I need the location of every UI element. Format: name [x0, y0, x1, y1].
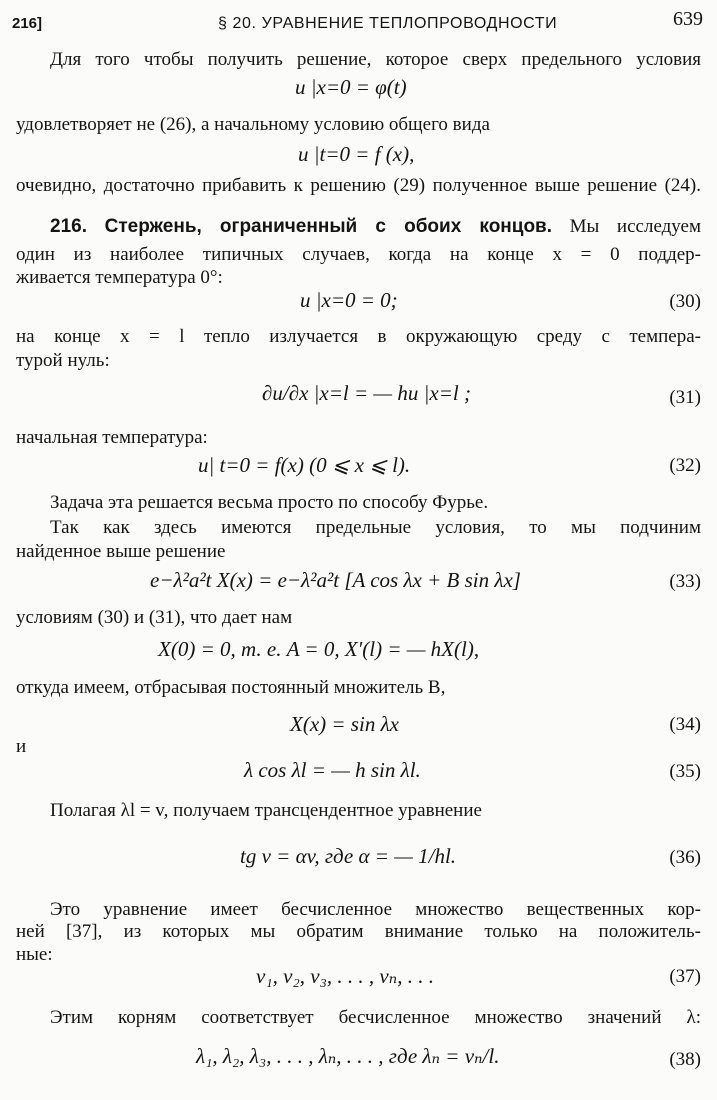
text-line: условиям (30) и (31), что дает нам: [16, 607, 293, 628]
equation-number: (35): [669, 761, 701, 782]
text-line: ные:: [16, 944, 53, 965]
page-number: 639: [673, 8, 703, 30]
text-line: Это уравнение имеет бесчисленное множество вещественных кор-: [50, 899, 701, 920]
formula: X(0) = 0, т. е. A = 0, X′(l) = — hX(l),: [158, 637, 480, 661]
running-header: § 20. УРАВНЕНИЕ ТЕПЛОПРОВОДНОСТИ: [218, 15, 558, 32]
equation-number: (36): [669, 847, 701, 868]
text-line: турой нуль:: [16, 350, 110, 371]
text-line: Полагая λl = v, получаем трансцендентное уравнение: [50, 800, 482, 821]
text-line: Так как здесь имеются предельные условия, то мы подчиним: [50, 517, 701, 538]
section-ref: 216]: [12, 15, 43, 32]
equation-number: (34): [669, 714, 701, 735]
section-number: 216.: [50, 216, 87, 237]
formula: e−λ²a²t X(x) = e−λ²a²t [A cos λx + B sin λx]: [150, 568, 521, 592]
text-line: один из наиболее типичных случаев, когда на конце x = 0 поддер-: [16, 244, 701, 265]
formula: u| t=0 = f(x) (0 ⩽ x ⩽ l).: [198, 453, 411, 477]
formula: ∂u/∂x |x=l = — hu |x=l ;: [262, 381, 471, 405]
text-line: откуда имеем, отбрасывая постоянный множитель B,: [16, 677, 446, 698]
section-heading-line: [16, 213, 701, 240]
text-line: удовлетворяет не (26), а начальному условию общего вида: [16, 114, 490, 135]
formula: u |x=0 = φ(t): [295, 75, 407, 99]
equation-number: (31): [669, 387, 701, 408]
equation-number: (30): [669, 291, 701, 312]
section-lead-text: Мы исследуем: [552, 216, 701, 237]
text-line: Этим корням соответствует бесчисленное множество значений λ:: [50, 1007, 701, 1028]
text-line: и: [16, 736, 27, 757]
text-line: очевидно, достаточно прибавить к решению (29) полученное выше решение (24).: [16, 175, 701, 196]
formula: λ cos λl = — h sin λl.: [244, 758, 421, 782]
formula: v₁, v₂, v₃, . . . , vₙ, . . .: [256, 964, 434, 988]
text-line: живается температура 0°:: [16, 267, 223, 288]
formula: X(x) = sin λx: [290, 712, 399, 736]
text-line: на конце x = l тепло излучается в окружающую среду с темпера-: [16, 326, 701, 347]
formula: u |x=0 = 0;: [300, 288, 398, 312]
text-line: Для того чтобы получить решение, которое сверх предельного условия: [50, 49, 701, 70]
formula: tg v = αv, где α = — 1/hl.: [240, 844, 457, 868]
equation-number: (32): [669, 455, 701, 476]
formula: u |t=0 = f (x),: [298, 142, 415, 166]
equation-number: (38): [669, 1049, 701, 1070]
text-line: ней [37], из которых мы обратим внимание только на положитель-: [16, 921, 701, 942]
text-line: начальная температура:: [16, 427, 208, 448]
text-line: Задача эта решается весьма просто по способу Фурье.: [50, 492, 489, 513]
section-title: Стержень, ограниченный с обоих концов.: [104, 216, 553, 237]
equation-number: (37): [669, 966, 701, 987]
text-line: найденное выше решение: [16, 541, 226, 562]
equation-number: (33): [669, 571, 701, 592]
formula: λ₁, λ₂, λ₃, . . . , λₙ, . . . , где λₙ = vₙ/l.: [196, 1044, 500, 1068]
